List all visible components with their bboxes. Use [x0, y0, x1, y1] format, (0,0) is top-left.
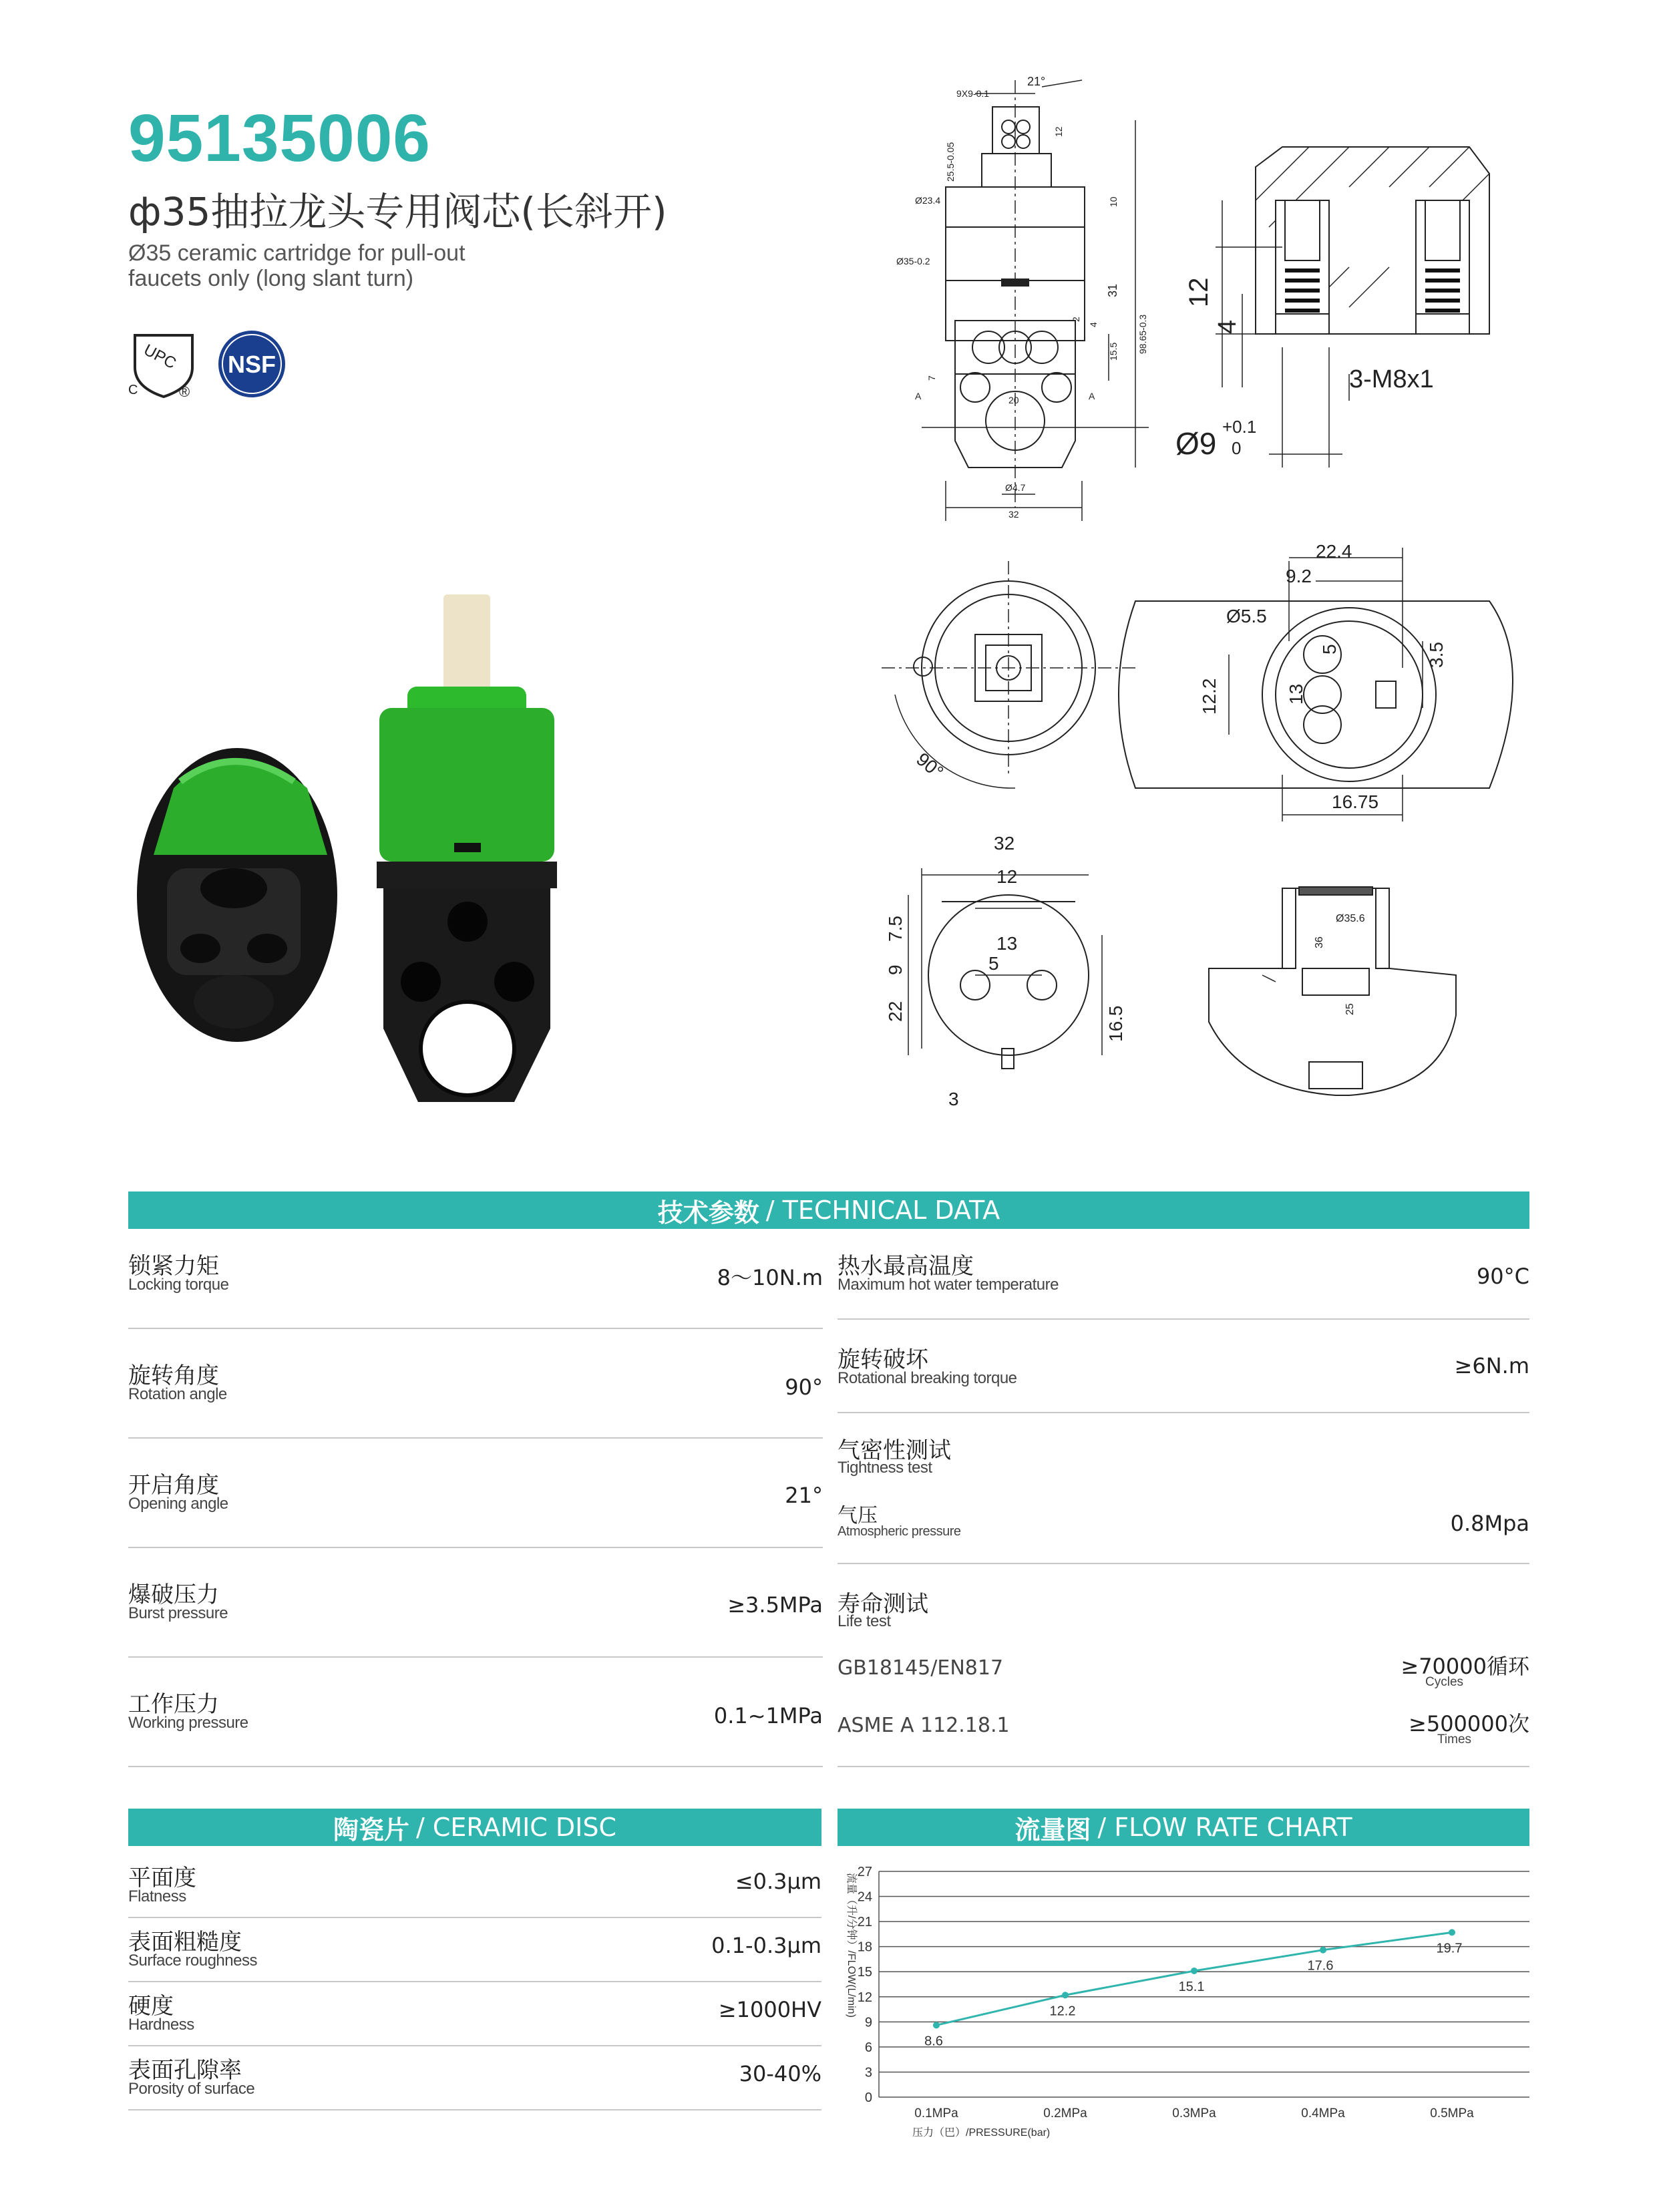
dim-b1: 32	[994, 833, 1015, 854]
ceramic-title-cn: 陶瓷片	[333, 1815, 409, 1845]
data-label: 15.1	[1178, 1979, 1205, 1994]
flow-title-cn: 流量图	[1015, 1815, 1091, 1845]
dim-h2: 36	[1314, 936, 1325, 948]
data-label: 19.7	[1436, 1941, 1463, 1956]
mating-face-drawing	[1119, 548, 1513, 821]
life-unit-asme: Times	[1437, 1732, 1472, 1746]
ceramic-value: 0.1-0.3μm	[711, 1933, 821, 1958]
y-tick-label: 15	[857, 1965, 872, 1980]
spec-label-cn: 旋转破坏	[838, 1346, 928, 1373]
spec-label-en: Tightness test	[838, 1459, 932, 1477]
dim-s2: 4	[1214, 319, 1242, 334]
spec-row	[128, 1680, 823, 1767]
dim-d4: 12	[1053, 126, 1064, 137]
dim-d8: 31	[1106, 283, 1119, 297]
data-point	[1449, 1929, 1455, 1936]
upc-logo-icon	[127, 327, 207, 401]
spec-row	[128, 1242, 823, 1329]
ceramic-row	[128, 2052, 821, 2110]
spec-label-en: Maximum hot water temperature	[838, 1276, 1059, 1294]
spec-row-life-test	[838, 1586, 1529, 1767]
data-point	[1320, 1947, 1326, 1954]
dim-d10: 4	[1088, 322, 1099, 327]
spec-value: 8～10N.m	[717, 1265, 823, 1290]
spec-label-en: Locking torque	[128, 1276, 229, 1294]
data-label: 12.2	[1049, 2004, 1076, 2019]
dim-t8: 5	[1319, 644, 1340, 655]
dim-b3: 7.5	[885, 916, 906, 942]
dim-d11: 15.5	[1108, 342, 1119, 361]
y-tick-label: 12	[857, 1990, 872, 2005]
ceramic-label-cn: 表面孔隙率	[128, 2057, 242, 2084]
model-number: 95135006	[128, 101, 431, 176]
life-unit-gb: Cycles	[1425, 1675, 1464, 1689]
dim-t4: Ø5.5	[1226, 606, 1267, 626]
spec-label-cn: 寿命测试	[838, 1591, 928, 1618]
spec-value: 90°C	[1476, 1264, 1529, 1289]
dim-d9: 2	[1071, 317, 1081, 322]
spec-value: 21°	[785, 1483, 823, 1508]
ceramic-label-en: Flatness	[128, 1887, 186, 1905]
y-tick-label: 6	[864, 2040, 872, 2055]
section-view-drawing	[1216, 147, 1489, 468]
y-tick-label: 3	[864, 2065, 872, 2080]
data-label: 8.6	[924, 2034, 943, 2049]
dim-b2: 12	[996, 866, 1018, 887]
spec-row	[128, 1461, 823, 1548]
dim-b9: 3	[948, 1089, 959, 1109]
upc-r-text: ®	[179, 383, 190, 400]
data-point	[1191, 1968, 1197, 1974]
data-label: 17.6	[1307, 1958, 1334, 1974]
y-tick-label: 21	[857, 1915, 872, 1930]
title-en-line-1: Ø35 ceramic cartridge for pull-out	[128, 240, 466, 266]
life-value-asme: ≥500000次	[1409, 1711, 1529, 1736]
spec-label-cn: 锁紧力矩	[128, 1253, 219, 1280]
spec-row	[128, 1352, 823, 1439]
spec-sublabel-en: Atmospheric pressure	[838, 1524, 961, 1539]
dim-s3: 3-M8x1	[1349, 365, 1434, 393]
dim-s4: Ø9	[1175, 426, 1217, 461]
ceramic-label-en: Hardness	[128, 2016, 194, 2034]
y-tick-label: 24	[857, 1889, 872, 1905]
y-tick-label: 0	[864, 2090, 872, 2105]
dim-d14: A	[915, 391, 922, 401]
dim-t1: 90°	[912, 748, 948, 783]
spec-row-breaking-torque	[838, 1338, 1529, 1413]
dim-d14b: A	[1089, 391, 1095, 401]
dim-s1: 12	[1184, 277, 1214, 307]
ceramic-label-cn: 平面度	[128, 1865, 196, 1891]
dim-t3: 9.2	[1286, 566, 1312, 586]
spec-sublabel-cn: 气压	[838, 1504, 878, 1527]
spec-label-cn: 热水最高温度	[838, 1253, 974, 1280]
data-point	[933, 2022, 940, 2028]
dim-b6: 9	[885, 964, 906, 975]
cartridge-standing-image	[377, 594, 557, 1102]
flow-rate-chart	[838, 1857, 1529, 2177]
dim-b7: 22	[885, 1000, 906, 1022]
spec-label-cn: 旋转角度	[128, 1362, 219, 1389]
spec-label-en: Burst pressure	[128, 1604, 228, 1622]
technical-title-en: / TECHNICAL DATA	[765, 1195, 1000, 1225]
y-tick-label: 18	[857, 1940, 872, 1955]
dim-d2: 21°	[1027, 75, 1046, 88]
spec-row	[128, 1571, 823, 1658]
x-tick-label: 0.4MPa	[1301, 2106, 1345, 2121]
dim-d3: 25.5-0.05	[945, 142, 956, 182]
spec-row-tightness	[838, 1432, 1529, 1564]
title-en-line-2: faucets only (long slant turn)	[128, 266, 414, 291]
life-std-asme: ASME A 112.18.1	[838, 1714, 1010, 1737]
ceramic-disc-bar	[128, 1809, 821, 1846]
side-view-drawing	[922, 80, 1149, 521]
upc-text: UPC	[140, 341, 180, 373]
product-title-cn: ф35抽拉龙头专用阀芯(长斜开)	[128, 189, 667, 234]
ceramic-label-en: Surface roughness	[128, 1952, 257, 1970]
ceramic-row	[128, 1923, 821, 1982]
product-title-en	[128, 240, 596, 291]
dim-t7: 13	[1286, 683, 1306, 705]
ceramic-label-cn: 硬度	[128, 1993, 174, 2020]
bottom-view-drawing	[908, 868, 1102, 1069]
ceramic-title-en: / CERAMIC DISC	[416, 1813, 617, 1842]
spec-label-cn: 气密性测试	[838, 1437, 951, 1464]
spec-label-cn: 开启角度	[128, 1472, 219, 1499]
spec-label-en: Opening angle	[128, 1495, 228, 1513]
y-tick-label: 27	[857, 1865, 872, 1879]
spec-row-hot-water	[838, 1242, 1529, 1320]
life-std-gb: GB18145/EN817	[838, 1656, 1004, 1680]
x-tick-label: 0.2MPa	[1043, 2106, 1087, 2121]
dim-t9: 16.75	[1332, 791, 1379, 812]
dim-b4: 13	[996, 933, 1018, 954]
dim-d17: 32	[1008, 509, 1019, 520]
spec-value: ≥6N.m	[1454, 1353, 1529, 1378]
top-view-drawing	[882, 561, 1135, 788]
x-axis-label: 压力（巴）/PRESSURE(bar)	[912, 2127, 1051, 2139]
technical-data-bar	[128, 1191, 1529, 1229]
dim-d5: Ø23.4	[915, 195, 941, 206]
ceramic-label-cn: 表面粗糙度	[128, 1929, 242, 1956]
ceramic-value: ≥1000HV	[718, 1997, 821, 2022]
dim-d7: Ø35-0.2	[896, 256, 930, 266]
dim-d16: Ø4.7	[1005, 482, 1026, 493]
dim-b5: 5	[988, 953, 999, 974]
ceramic-value: 30-40%	[739, 2061, 821, 2086]
dim-s6: 0	[1232, 438, 1242, 458]
x-tick-label: 0.3MPa	[1172, 2106, 1216, 2121]
dim-t2: 22.4	[1316, 541, 1352, 562]
dim-t5: 3.5	[1426, 642, 1447, 668]
ceramic-row	[128, 1859, 821, 1918]
dim-h1: Ø35.6	[1336, 913, 1365, 924]
ceramic-value: ≤0.3μm	[735, 1869, 821, 1894]
ceramic-row	[128, 1988, 821, 2046]
spec-label-en: Rotation angle	[128, 1385, 227, 1403]
y-axis-label: 流量（升/分钟）/FLOW(L/min)	[846, 1873, 857, 2018]
spec-value: 0.1~1MPa	[713, 1703, 823, 1728]
flow-chart-bar	[838, 1809, 1529, 1846]
dim-t6: 12.2	[1199, 678, 1220, 715]
nsf-logo-icon	[215, 327, 289, 401]
dim-b8: 16.5	[1105, 1005, 1126, 1042]
upc-c-text: C	[128, 383, 138, 397]
x-tick-label: 0.5MPa	[1430, 2106, 1474, 2121]
product-photo	[127, 574, 561, 1122]
technical-title-cn: 技术参数	[657, 1197, 759, 1228]
spec-label-cn: 工作压力	[128, 1691, 219, 1718]
spec-label-en: Working pressure	[128, 1714, 248, 1732]
dim-d12: 98.65-0.3	[1137, 314, 1148, 354]
dim-s5: +0.1	[1222, 417, 1257, 437]
ceramic-label-en: Porosity of surface	[128, 2080, 255, 2098]
housing-section-drawing	[1209, 887, 1456, 1095]
dim-d13: 7	[926, 375, 937, 381]
nsf-text: NSF	[228, 351, 276, 378]
spec-label-en: Life test	[838, 1612, 891, 1630]
spec-label-en: Rotational breaking torque	[838, 1369, 1017, 1387]
technical-drawings	[882, 67, 1549, 1162]
spec-value: 0.8Mpa	[1450, 1511, 1529, 1536]
dim-h3: 25	[1344, 1003, 1356, 1015]
data-point	[1062, 1992, 1069, 1998]
x-tick-label: 0.1MPa	[914, 2106, 958, 2121]
cartridge-side-image	[137, 748, 337, 1042]
spec-value: 90°	[785, 1374, 823, 1400]
dim-d15: 20	[1008, 395, 1019, 405]
dim-d6: 10	[1108, 196, 1119, 207]
spec-label-cn: 爆破压力	[128, 1582, 219, 1608]
dim-d1: 9X9-0.1	[956, 88, 990, 99]
spec-value: ≥3.5MPa	[727, 1592, 823, 1618]
y-tick-label: 9	[864, 2015, 872, 2030]
flow-title-en: / FLOW RATE CHART	[1097, 1813, 1352, 1842]
life-value-gb: ≥70000循环	[1401, 1654, 1529, 1679]
